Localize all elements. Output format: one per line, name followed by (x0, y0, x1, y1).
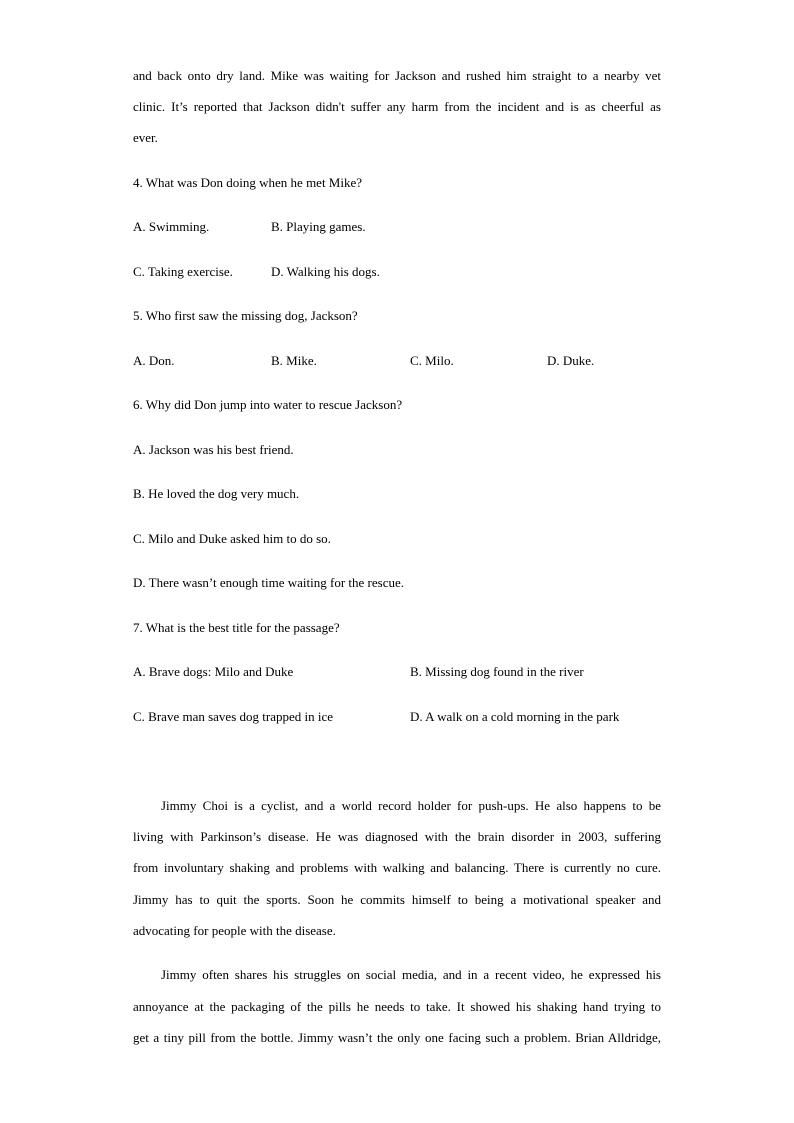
answer-option: D. Duke. (547, 353, 595, 368)
paragraph-line: and back onto dry land. Mike was waiting for Jackson and rushed him straight to a nearby vet (133, 68, 661, 83)
answer-option: B. Missing dog found in the river (410, 664, 584, 679)
paragraph-line: advocating for people with the disease. (133, 923, 336, 938)
paragraph-line: Jimmy has to quit the sports. Soon he commits himself to being a motivational speaker and (133, 892, 661, 907)
answer-option: C. Milo. (410, 353, 454, 368)
question-stem: 5. Who first saw the missing dog, Jackson? (133, 308, 358, 323)
answer-option: A. Don. (133, 353, 175, 368)
answer-option: B. Playing games. (271, 219, 366, 234)
answer-option: C. Taking exercise. (133, 264, 233, 279)
paragraph-line: living with Parkinson’s disease. He was diagnosed with the brain disorder in 2003, suffering (133, 829, 661, 844)
answer-option: D. Walking his dogs. (271, 264, 380, 279)
question-stem: 6. Why did Don jump into water to rescue Jackson? (133, 397, 403, 412)
answer-option: B. He loved the dog very much. (133, 486, 300, 501)
question-stem: 4. What was Don doing when he met Mike? (133, 175, 363, 190)
answer-option: C. Milo and Duke asked him to do so. (133, 531, 331, 546)
answer-option: A. Brave dogs: Milo and Duke (133, 664, 294, 679)
paragraph-line: annoyance at the packaging of the pills he needs to take. It showed his shaking hand trying to (133, 999, 661, 1014)
answer-option: D. There wasn’t enough time waiting for the rescue. (133, 575, 404, 590)
paragraph-line: Jimmy often shares his struggles on social media, and in a recent video, he expressed his (161, 967, 661, 982)
paragraph-line: Jimmy Choi is a cyclist, and a world record holder for push-ups. He also happens to be (161, 798, 661, 813)
question-stem: 7. What is the best title for the passage? (133, 620, 340, 635)
paragraph-line: from involuntary shaking and problems with walking and balancing. There is currently no cure. (133, 860, 661, 875)
answer-option: C. Brave man saves dog trapped in ice (133, 709, 333, 724)
paragraph-line: clinic. It’s reported that Jackson didn't suffer any harm from the incident and is as cheerful as (133, 99, 661, 114)
paragraph-line: get a tiny pill from the bottle. Jimmy wasn’t the only one facing such a problem. Brian Alldridge, (133, 1030, 661, 1045)
paragraph-line: ever. (133, 130, 158, 145)
answer-option: A. Jackson was his best friend. (133, 442, 294, 457)
answer-option: B. Mike. (271, 353, 317, 368)
answer-option: A. Swimming. (133, 219, 210, 234)
answer-option: D. A walk on a cold morning in the park (410, 709, 620, 724)
